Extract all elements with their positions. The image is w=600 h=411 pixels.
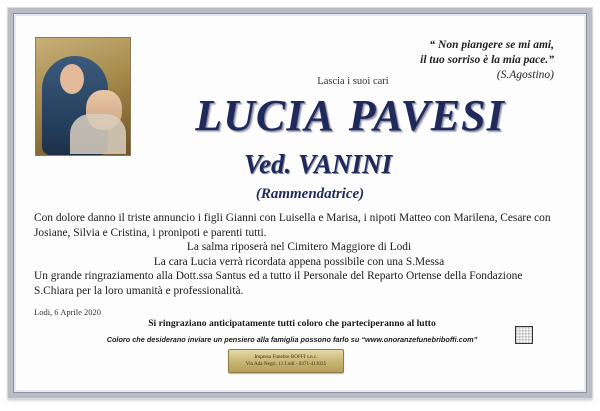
plate-line-1: Impresa Funebre BOFFI s.n.c. bbox=[254, 354, 318, 360]
thanks-text: Si ringraziano anticipatamente tutti coloro che parteciperanno al lutto bbox=[148, 318, 436, 329]
profession: (Rammendatrice) bbox=[255, 186, 365, 202]
first-name: LUCIA bbox=[195, 91, 335, 140]
salma-text: La salma riposerà nel Cimitero Maggiore di Lodi bbox=[186, 241, 412, 254]
last-name: PAVESI bbox=[348, 91, 505, 140]
announcement-body bbox=[34, 211, 564, 299]
website-note: Coloro che desiderano inviare un pensiero alla famiglia possono farlo su “www.onoranzefunebriboffi.com” bbox=[106, 335, 478, 344]
plate-line-2: Via Ada Negri, 11 Lodi - 0371-411025 bbox=[245, 361, 327, 367]
ringraziamento-text: Un grande ringraziamento alla Dott.ssa Santus ed a tutto il Personale del Reparto Ortense della Fondazione S.Chiara per la loro umanità e professionalità. bbox=[34, 270, 523, 297]
quote-line-1: “ Non piangere se mi ami, bbox=[429, 39, 554, 51]
quote-line-2: il tuo sorriso è la mia pace.” bbox=[420, 54, 554, 66]
widow-name: Ved. VANINI bbox=[243, 149, 393, 179]
announcement-text: Con dolore danno il triste annuncio i figli Gianni con Luisella e Marisa, i nipoti Matteo con Marilena, Cesare con Josiane, Silvia e Cristina, i pronipoti e parenti tutti. bbox=[34, 212, 551, 239]
date-text: Lodi, 6 Aprile 2020 bbox=[34, 307, 102, 317]
messa-text: La cara Lucia verrà ricordata appena possibile con una S.Messa bbox=[153, 255, 445, 268]
deceased-name bbox=[50, 90, 600, 141]
lascia-text: Lascia i suoi cari bbox=[317, 76, 389, 87]
quote-author: (S.Agostino) bbox=[496, 69, 554, 81]
funeral-home-plate bbox=[228, 349, 344, 373]
qr-code-icon[interactable] bbox=[515, 326, 533, 344]
